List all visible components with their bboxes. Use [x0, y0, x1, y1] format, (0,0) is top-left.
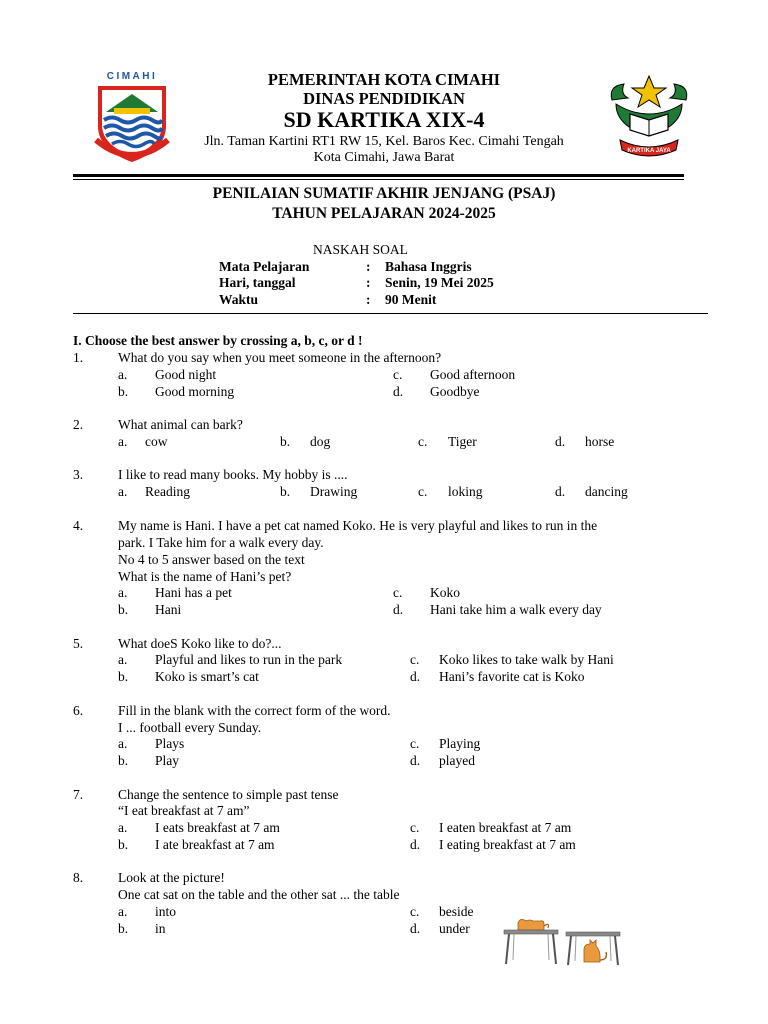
school-address-line1: Jln. Taman Kartini RT1 RW 15, Kel. Baros Kec. Cimahi Tengah — [204, 134, 564, 149]
option-text[interactable]: in — [155, 921, 166, 936]
academic-year: TAHUN PELAJARAN 2024-2025 — [272, 205, 496, 222]
option-letter[interactable]: d. — [410, 753, 421, 768]
option-letter[interactable]: b. — [280, 434, 291, 449]
header-divider-thin — [73, 179, 684, 180]
option-letter[interactable]: a. — [118, 367, 128, 382]
option-letter[interactable]: c. — [393, 585, 403, 600]
question-text: What animal can bark? — [118, 417, 243, 432]
question-number: 2. — [73, 417, 84, 432]
option-text[interactable]: beside — [439, 904, 474, 919]
info-separator: : — [366, 275, 371, 290]
question-instruction: Change the sentence to simple past tense — [118, 787, 339, 802]
naskah-heading: NASKAH SOAL — [313, 242, 408, 257]
option-text[interactable]: loking — [448, 484, 483, 499]
school-address-line2: Kota Cimahi, Jawa Barat — [313, 150, 455, 165]
option-letter[interactable]: a. — [118, 820, 128, 835]
option-text[interactable]: Plays — [155, 736, 185, 751]
info-label-time: Waktu — [219, 292, 259, 307]
question-number: 7. — [73, 787, 84, 802]
option-letter[interactable]: a. — [118, 904, 128, 919]
info-label-subject: Mata Pelajaran — [219, 259, 310, 274]
option-text[interactable]: dancing — [585, 484, 628, 499]
option-text[interactable]: I eating breakfast at 7 am — [439, 837, 576, 852]
option-letter[interactable]: b. — [280, 484, 291, 499]
option-letter[interactable]: d. — [555, 434, 566, 449]
option-text[interactable]: I eats breakfast at 7 am — [155, 820, 280, 835]
option-text[interactable]: cow — [145, 434, 168, 449]
question-text: “I eat breakfast at 7 am” — [118, 803, 250, 818]
option-letter[interactable]: d. — [410, 837, 421, 852]
info-value-time: 90 Menit — [385, 292, 437, 307]
option-text[interactable]: Reading — [145, 484, 190, 499]
option-text[interactable]: under — [439, 921, 470, 936]
option-letter[interactable]: d. — [393, 602, 404, 617]
option-letter[interactable]: a. — [118, 736, 128, 751]
info-divider — [73, 313, 708, 314]
question-instruction: Look at the picture! — [118, 870, 225, 885]
option-letter[interactable]: a. — [118, 434, 128, 449]
option-text[interactable]: Tiger — [448, 434, 477, 449]
option-text[interactable]: I eaten breakfast at 7 am — [439, 820, 572, 835]
question-text: What doeS Koko like to do?... — [118, 636, 282, 651]
section-instruction: I. Choose the best answer by crossing a, b, c, or d ! — [73, 333, 363, 348]
header-government: PEMERINTAH KOTA CIMAHI — [267, 70, 501, 89]
option-letter[interactable]: c. — [418, 434, 428, 449]
school-name: SD KARTIKA XIX-4 — [283, 107, 485, 132]
option-letter[interactable]: c. — [393, 367, 403, 382]
option-letter[interactable]: d. — [393, 384, 404, 399]
option-text[interactable]: Playing — [439, 736, 481, 751]
option-text[interactable]: Play — [155, 753, 180, 768]
reading-passage-line: My name is Hani. I have a pet cat named Koko. He is very playful and likes to run in the — [118, 518, 598, 533]
kartika-jaya-logo — [606, 70, 692, 164]
option-text[interactable]: Koko likes to take walk by Hani — [439, 652, 614, 667]
info-value-subject: Bahasa Inggris — [385, 259, 472, 274]
question-text: One cat sat on the table and the other sat ... the table — [118, 887, 400, 902]
question-text: What is the name of Hani’s pet? — [118, 569, 292, 584]
option-text[interactable]: horse — [585, 434, 615, 449]
table-with-cat-under — [566, 932, 620, 965]
option-letter[interactable]: a. — [118, 585, 128, 600]
kartika-logo-text: KARTIKA JAYA — [627, 148, 671, 154]
table-with-cat-on-top — [504, 919, 558, 964]
option-text[interactable]: I ate breakfast at 7 am — [155, 837, 275, 852]
info-separator: : — [366, 292, 371, 307]
option-letter[interactable]: c. — [410, 736, 420, 751]
option-text[interactable]: Good night — [155, 367, 217, 382]
exam-title: PENILAIAN SUMATIF AKHIR JENJANG (PSAJ) — [212, 185, 556, 202]
option-text[interactable]: Goodbye — [430, 384, 480, 399]
option-text[interactable]: Koko — [430, 585, 460, 600]
question-text: What do you say when you meet someone in the afternoon? — [118, 350, 442, 365]
question-number: 1. — [73, 350, 84, 365]
option-letter[interactable]: d. — [410, 669, 421, 684]
info-separator: : — [366, 259, 371, 274]
option-text[interactable]: Good afternoon — [430, 367, 516, 382]
option-letter[interactable]: c. — [410, 904, 420, 919]
question-instruction: Fill in the blank with the correct form of the word. — [118, 703, 391, 718]
option-text[interactable]: dog — [310, 434, 331, 449]
passage-instruction: No 4 to 5 answer based on the text — [118, 552, 305, 567]
option-letter[interactable]: d. — [555, 484, 566, 499]
option-text[interactable]: Hani — [155, 602, 182, 617]
option-text[interactable]: played — [439, 753, 475, 768]
option-letter[interactable]: b. — [118, 669, 129, 684]
question-text: I like to read many books. My hobby is .... — [118, 467, 348, 482]
header-divider-thick — [73, 174, 684, 177]
question-number: 4. — [73, 518, 84, 533]
cimahi-logo-text: CIMAHI — [106, 71, 158, 82]
option-text[interactable]: Playful and likes to run in the park — [155, 652, 343, 667]
header-department: DINAS PENDIDIKAN — [303, 89, 465, 108]
option-text[interactable]: Koko is smart’s cat — [155, 669, 259, 684]
option-letter[interactable]: c. — [410, 652, 420, 667]
option-text[interactable]: Hani has a pet — [155, 585, 232, 600]
option-letter[interactable]: c. — [418, 484, 428, 499]
info-label-date: Hari, tanggal — [219, 275, 296, 290]
question-number: 5. — [73, 636, 84, 651]
option-letter[interactable]: a. — [118, 484, 128, 499]
reading-passage-line: park. I Take him for a walk every day. — [118, 535, 324, 550]
option-text[interactable]: Good morning — [155, 384, 235, 399]
option-letter[interactable]: d. — [410, 921, 421, 936]
option-letter[interactable]: b. — [118, 384, 129, 399]
option-text[interactable]: Hani take him a walk every day — [430, 602, 602, 617]
info-value-date: Senin, 19 Mei 2025 — [385, 275, 494, 290]
cats-and-tables-picture — [500, 918, 625, 966]
option-letter[interactable]: b. — [118, 921, 129, 936]
option-letter[interactable]: a. — [118, 652, 128, 667]
question-number: 6. — [73, 703, 84, 718]
option-text[interactable]: Drawing — [310, 484, 358, 499]
question-text: I ... football every Sunday. — [118, 720, 262, 735]
option-letter[interactable]: b. — [118, 753, 129, 768]
question-number: 3. — [73, 467, 84, 482]
question-number: 8. — [73, 870, 84, 885]
option-letter[interactable]: b. — [118, 837, 129, 852]
option-text[interactable]: Hani’s favorite cat is Koko — [439, 669, 585, 684]
option-letter[interactable]: b. — [118, 602, 129, 617]
option-letter[interactable]: c. — [410, 820, 420, 835]
option-text[interactable]: into — [155, 904, 177, 919]
